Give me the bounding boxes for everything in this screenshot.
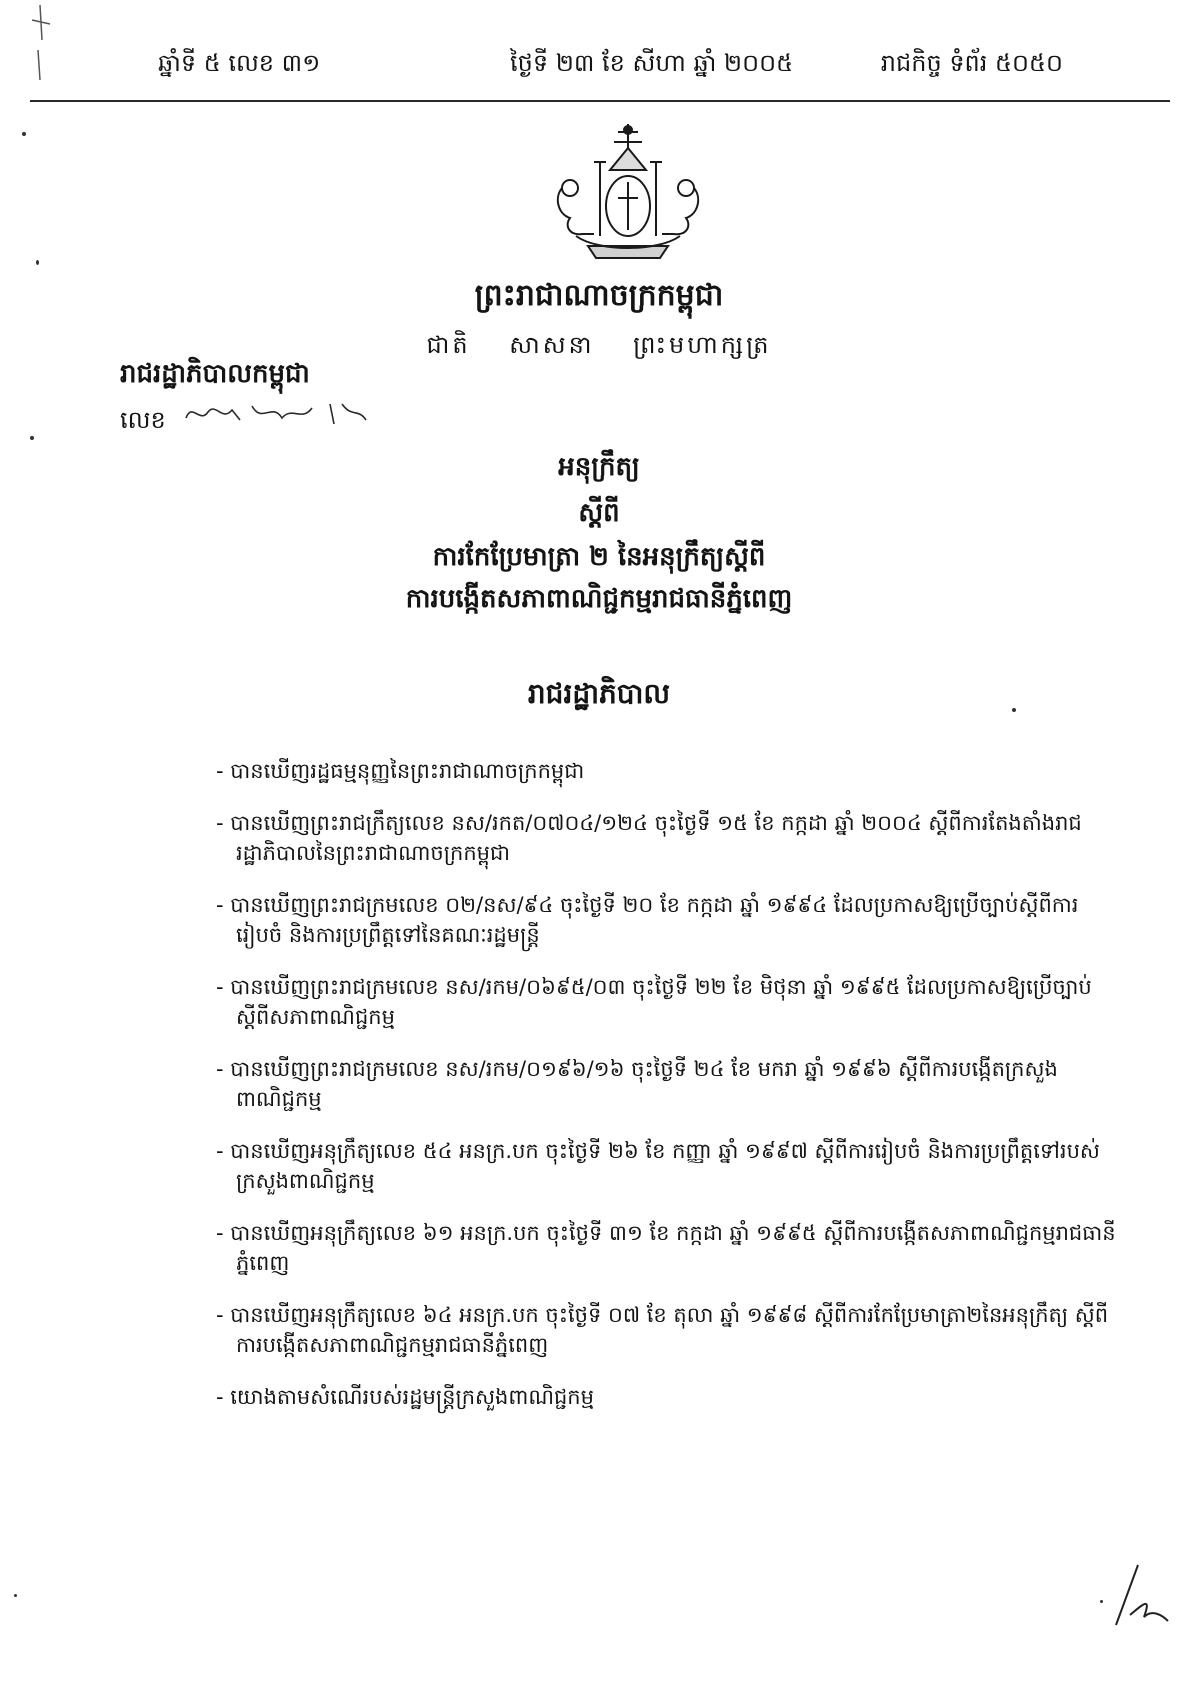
handwritten-reference-number-icon (182, 398, 382, 428)
decree-subject-line-2: ការបង្កើតសភាពាណិជ្ជកម្មរាជធានីភ្នំពេញ (405, 584, 793, 614)
preamble-item: - បានឃើញរដ្ឋធម្មនុញ្ញនៃព្រះរាជាណាចក្រកម្ពុជា (216, 756, 1116, 786)
preamble-item: - បានឃើញអនុក្រឹត្យលេខ ៦៤ អនក្រ.បក ចុះថ្ងៃទី ០៧ ខែ តុលា ឆ្នាំ ១៩៩៨ ស្តីពីការកែប្រែមាត្រា២នៃអនុក្រឹត្យ ស្តីពីការបង្កើតសភាពាណិជ្ជកម្មរាជធានីភ្នំពេញ (216, 1300, 1116, 1360)
scan-speck (22, 132, 26, 136)
scan-speck (30, 436, 34, 440)
preamble-list (216, 756, 1116, 1434)
reference-label: លេខ (120, 406, 166, 434)
preamble-item: - បានឃើញព្រះរាជក្រមលេខ នស/រកម/០៦៩៥/០៣ ចុះថ្ងៃទី ២២ ខែ មិថុនា ឆ្នាំ ១៩៩៥ ដែលប្រកាសឱ្យប្រើច្បាប់ ស្តីពីសភាពាណិជ្ជកម្ម (216, 972, 1116, 1032)
gazette-issue: ឆ្នាំទី ៥ លេខ ៣១ (158, 49, 321, 77)
decree-subject-line-1: ការកែប្រែមាត្រា ២ នៃអនុក្រឹត្យស្តីពី (432, 542, 766, 572)
preamble-item: - បានឃើញព្រះរាជក្រឹត្យលេខ នស/រកត/០៧០៤/១២៤ ចុះថ្ងៃទី ១៥ ខែ កក្កដា ឆ្នាំ ២០០៤ ស្តីពីការតែងតាំងរាជរដ្ឋាភិបាលនៃព្រះរាជាណាចក្រកម្ពុជា (216, 808, 1116, 868)
header-divider (30, 100, 1170, 102)
scan-speck (36, 260, 39, 265)
motto-king: ព្រះមហាក្សត្រ (633, 331, 772, 359)
preamble-item: - បានឃើញព្រះរាជក្រមលេខ នស/រកម/០១៩៦/១៦ ចុះថ្ងៃទី ២៤ ខែ មករា ឆ្នាំ ១៩៩៦ ស្តីពីការបង្កើតក្រសួងពាណិជ្ជកម្ម (216, 1054, 1116, 1114)
decree-type: អនុក្រឹត្យ (558, 452, 640, 482)
kingdom-name: ព្រះរាជាណាចក្រកម្ពុជា (474, 278, 724, 313)
gazette-page-number: រាជកិច្ច ទំព័រ ៥០៥០ (880, 49, 1063, 77)
decree-about: ស្តីពី (578, 498, 620, 528)
motto-religion: សាសនា (509, 331, 595, 359)
preamble-heading: រាជរដ្ឋាភិបាល (527, 677, 671, 710)
preamble-item: - យោងតាមសំណើរបស់រដ្ឋមន្ត្រីក្រសួងពាណិជ្ជកម្ម (216, 1382, 1116, 1412)
handwritten-initials-icon (1108, 1555, 1178, 1635)
gazette-date: ថ្ងៃទី ២៣ ខែ សីហា ឆ្នាំ ២០០៥ (510, 49, 794, 77)
preamble-item: - បានឃើញអនុក្រឹត្យលេខ ៥៤ អនក្រ.បក ចុះថ្ងៃទី ២៦ ខែ កញ្ញា ឆ្នាំ ១៩៩៧ ស្តីពីការរៀបចំ និងការប្រព្រឹត្តទៅរបស់ក្រសួងពាណិជ្ជកម្ម (216, 1136, 1116, 1196)
scan-speck (1012, 708, 1016, 712)
royal-coat-of-arms-icon (548, 118, 708, 268)
margin-scribble-icon (10, 0, 60, 90)
motto-nation: ជាតិ (426, 331, 471, 359)
scan-speck (1100, 1600, 1103, 1603)
preamble-item: - បានឃើញអនុក្រឹត្យលេខ ៦១ អនក្រ.បក ចុះថ្ងៃទី ៣១ ខែ កក្កដា ឆ្នាំ ១៩៩៥ ស្តីពីការបង្កើតសភាពាណិជ្ជកម្មរាជធានីភ្នំពេញ (216, 1218, 1116, 1278)
issuer-name: រាជរដ្ឋាភិបាលកម្ពុជា (120, 359, 310, 389)
scan-speck (14, 1594, 17, 1597)
preamble-item: - បានឃើញព្រះរាជក្រមលេខ ០២/នស/៩៤ ចុះថ្ងៃទី ២០ ខែ កក្កដា ឆ្នាំ ១៩៩៤ ដែលប្រកាសឱ្យប្រើច្បាប់ស្តីពីការរៀបចំ និងការប្រព្រឹត្តទៅនៃគណៈរដ្ឋមន្ត្រី (216, 890, 1116, 950)
